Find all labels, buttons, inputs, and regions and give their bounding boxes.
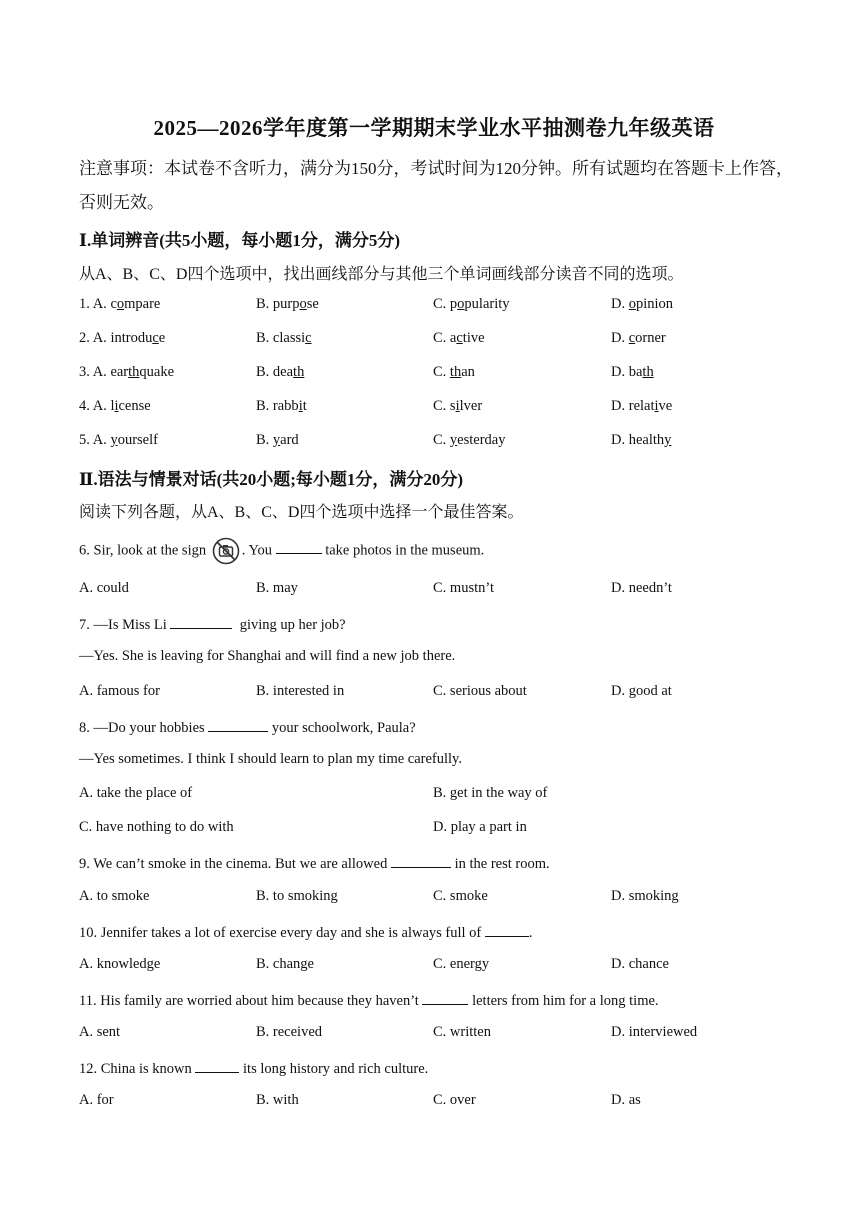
option-label: D. (611, 330, 626, 346)
question-10-text-end: . (528, 925, 533, 941)
option-a[interactable] (79, 398, 151, 415)
question-7-text-end: giving up her job? (239, 617, 346, 633)
option-d[interactable]: D. good at (611, 683, 672, 699)
option-label: B. (256, 432, 270, 448)
phonetics-question-5 (79, 432, 799, 454)
option-label: A. (92, 398, 107, 414)
option-label: A. (92, 432, 107, 448)
option-c[interactable]: C. have nothing to do with (79, 819, 234, 835)
option-label: A. (92, 330, 107, 346)
option-c[interactable]: C. written (433, 1024, 491, 1040)
underlined-letters: y (664, 432, 672, 448)
option-label: A. (92, 296, 107, 312)
option-a[interactable]: A. sent (79, 1024, 121, 1040)
word-part: tive (462, 330, 485, 346)
question-9-options (79, 888, 799, 910)
answer-blank (485, 922, 529, 937)
option-a[interactable]: A. knowledge (79, 956, 161, 972)
option-d[interactable] (611, 364, 654, 381)
option-d[interactable] (611, 432, 671, 449)
word-part: e (158, 330, 166, 346)
word-part: introdu (110, 330, 153, 346)
underlined-letters: y (272, 432, 281, 448)
option-c[interactable] (433, 398, 482, 415)
option-label: B. (256, 296, 270, 312)
section1-heading: Ⅰ.单词辨音(共5小题，每小题1分，满分5分) (79, 231, 401, 250)
question-8-options-row2 (79, 819, 799, 841)
option-c[interactable]: C. mustn’t (433, 580, 494, 596)
question-6-text-end: take photos in the museum. (325, 542, 485, 559)
word-part: p (449, 296, 458, 312)
underlined-letters: c (305, 330, 312, 346)
phonetics-question-4 (79, 398, 799, 420)
answer-blank (391, 853, 451, 868)
question-11-options (79, 1024, 799, 1046)
option-a[interactable]: A. for (79, 1092, 114, 1108)
option-a[interactable] (79, 296, 160, 313)
section2-heading: Ⅱ.语法与情景对话(共20小题;每小题1分，满分20分) (79, 470, 464, 489)
option-c[interactable] (433, 364, 475, 381)
question-12-options (79, 1092, 799, 1114)
question-number: 5. (79, 432, 90, 448)
option-a[interactable] (79, 432, 158, 449)
word-part: a (449, 330, 457, 346)
option-d[interactable]: D. chance (611, 956, 669, 972)
underlined-letters: o (116, 296, 125, 312)
option-b[interactable]: B. to smoking (256, 888, 338, 904)
word-part: esterday (457, 432, 506, 448)
option-c[interactable]: C. over (433, 1092, 476, 1108)
word-part: s (449, 398, 456, 414)
option-b[interactable]: B. may (256, 580, 298, 596)
question-8-options-row1 (79, 785, 799, 807)
underlined-letters: c (456, 330, 463, 346)
underlined-letters: o (457, 296, 465, 312)
word-part: l (110, 398, 115, 414)
question-11-text-end: letters from him for a long time. (472, 993, 659, 1009)
question-12-text-start: 12. China is known (79, 1061, 192, 1077)
option-label: C. (433, 398, 447, 414)
option-b[interactable]: B. with (256, 1092, 299, 1108)
word-part: classi (272, 330, 306, 346)
option-a[interactable] (79, 364, 174, 381)
word-part: pinion (635, 296, 674, 312)
option-label: B. (256, 398, 270, 414)
underlined-letters: i (455, 398, 460, 414)
question-number: 2. (79, 330, 90, 346)
word-part: ve (658, 398, 673, 414)
word-part: purp (272, 296, 300, 312)
word-part: se (306, 296, 319, 312)
option-d[interactable] (611, 398, 672, 415)
underlined-letters: o (628, 296, 636, 312)
option-label: B. (256, 364, 270, 380)
word-part: ba (628, 364, 643, 380)
option-label: C. (433, 330, 447, 346)
word-part: health (628, 432, 665, 448)
option-b[interactable] (256, 330, 312, 347)
option-label: C. (433, 432, 447, 448)
option-d[interactable]: D. as (611, 1092, 641, 1108)
option-c[interactable]: C. smoke (433, 888, 488, 904)
option-a[interactable] (79, 330, 165, 347)
phonetics-question-3 (79, 364, 799, 386)
underlined-letters: th (642, 364, 654, 380)
word-part: quake (139, 364, 175, 380)
word-part: cense (118, 398, 151, 414)
question-6-text-mid: . You (241, 542, 272, 559)
underlined-letters: i (114, 398, 119, 414)
question-8 (79, 717, 416, 737)
question-8-reply: —Yes sometimes. I think I should learn to plan my time carefully. (79, 751, 462, 767)
answer-blank (208, 717, 268, 732)
word-part: relat (628, 398, 655, 414)
option-a[interactable]: A. take the place of (79, 785, 193, 801)
option-b[interactable] (256, 296, 319, 313)
answer-blank (422, 990, 468, 1005)
underlined-letters: c (152, 330, 159, 346)
word-part: ear (110, 364, 129, 380)
option-a[interactable]: A. could (79, 580, 129, 596)
section1-instruction: 从A、B、C、D四个选项中，找出画线部分与其他三个单词画线部分读音不同的选项。 (79, 266, 684, 283)
phonetics-question-2 (79, 330, 799, 352)
underlined-letters: c (628, 330, 636, 346)
question-8-text-start: 8. —Do your hobbies (79, 720, 205, 736)
no-camera-sign-icon (212, 537, 240, 565)
answer-blank (170, 614, 232, 629)
option-b[interactable]: B. get in the way of (433, 785, 548, 801)
option-d[interactable] (611, 330, 666, 347)
word-part: pularity (464, 296, 510, 312)
option-label: B. (256, 330, 270, 346)
word-part: an (461, 364, 475, 380)
option-c[interactable]: C. serious about (433, 683, 527, 699)
option-d[interactable]: D. needn’t (611, 580, 672, 596)
question-9-text-end: in the rest room. (454, 856, 550, 872)
question-7 (79, 614, 346, 634)
underlined-letters: i (298, 398, 303, 414)
question-9-text-start: 9. We can’t smoke in the cinema. But we are allowed (79, 856, 388, 872)
question-10 (79, 922, 532, 942)
question-12 (79, 1058, 428, 1078)
underlined-letters: th (449, 364, 462, 380)
word-part: mpare (124, 296, 161, 312)
option-b[interactable]: B. received (256, 1024, 323, 1040)
word-part: orner (635, 330, 666, 346)
question-number: 1. (79, 296, 90, 312)
question-7-text-start: 7. —Is Miss Li (79, 617, 167, 633)
question-7-options (79, 683, 799, 705)
word-part: lver (459, 398, 483, 414)
option-a[interactable]: A. to smoke (79, 888, 150, 904)
option-label: C. (433, 364, 447, 380)
word-part: rabb (272, 398, 299, 414)
option-c[interactable] (433, 432, 505, 449)
option-d[interactable]: D. play a part in (433, 819, 527, 835)
question-6-text-start: 6. Sir, look at the sign (79, 542, 207, 559)
option-c[interactable] (433, 296, 510, 313)
question-6 (79, 537, 484, 565)
option-a[interactable]: A. famous for (79, 683, 160, 699)
question-10-options (79, 956, 799, 978)
phonetics-question-1 (79, 296, 799, 318)
answer-blank (276, 539, 322, 554)
question-10-text-start: 10. Jennifer takes a lot of exercise every day and she is always full of (79, 925, 482, 941)
question-6-options (79, 580, 799, 602)
word-part: dea (272, 364, 294, 380)
answer-blank (195, 1058, 239, 1073)
option-b[interactable] (256, 364, 304, 381)
exam-title: 2025—2026学年度第一学期期末学业水平抽测卷九年级英语 (153, 116, 715, 140)
underlined-letters: th (128, 364, 140, 380)
option-b[interactable]: B. change (256, 956, 314, 972)
option-label: D. (611, 364, 626, 380)
word-part: t (302, 398, 307, 414)
option-b[interactable] (256, 398, 307, 415)
option-c[interactable] (433, 330, 485, 347)
notice-text: 注意事项：本试卷不含听力，满分为150分，考试时间为120分钟。所有试题均在答题卡上作答，否则无效。 (79, 159, 793, 212)
question-7-reply: —Yes. She is leaving for Shanghai and will find a new job there. (79, 648, 456, 664)
option-label: A. (92, 364, 107, 380)
question-number: 3. (79, 364, 90, 380)
question-11-text-start: 11. His family are worried about him because they haven’t (79, 993, 419, 1009)
option-label: D. (611, 296, 626, 312)
section2-instruction: 阅读下列各题，从A、B、C、D四个选项中选择一个最佳答案。 (79, 504, 524, 521)
option-label: C. (433, 296, 447, 312)
option-d[interactable]: D. smoking (611, 888, 679, 904)
question-9 (79, 853, 550, 873)
underlined-letters: i (654, 398, 659, 414)
option-d[interactable]: D. interviewed (611, 1024, 698, 1040)
question-12-text-end: its long history and rich culture. (243, 1061, 429, 1077)
option-label: D. (611, 432, 626, 448)
question-11 (79, 990, 659, 1010)
underlined-letters: y (449, 432, 458, 448)
option-b[interactable]: B. interested in (256, 683, 345, 699)
option-c[interactable]: C. energy (433, 956, 490, 972)
word-part: ourself (117, 432, 158, 448)
underlined-letters: o (299, 296, 307, 312)
question-number: 4. (79, 398, 90, 414)
word-part: c (110, 296, 117, 312)
underlined-letters: th (293, 364, 305, 380)
underlined-letters: y (110, 432, 118, 448)
option-label: D. (611, 398, 626, 414)
option-d[interactable] (611, 296, 673, 313)
word-part: ard (280, 432, 299, 448)
question-8-text-end: your schoolwork, Paula? (271, 720, 416, 736)
option-b[interactable] (256, 432, 299, 449)
